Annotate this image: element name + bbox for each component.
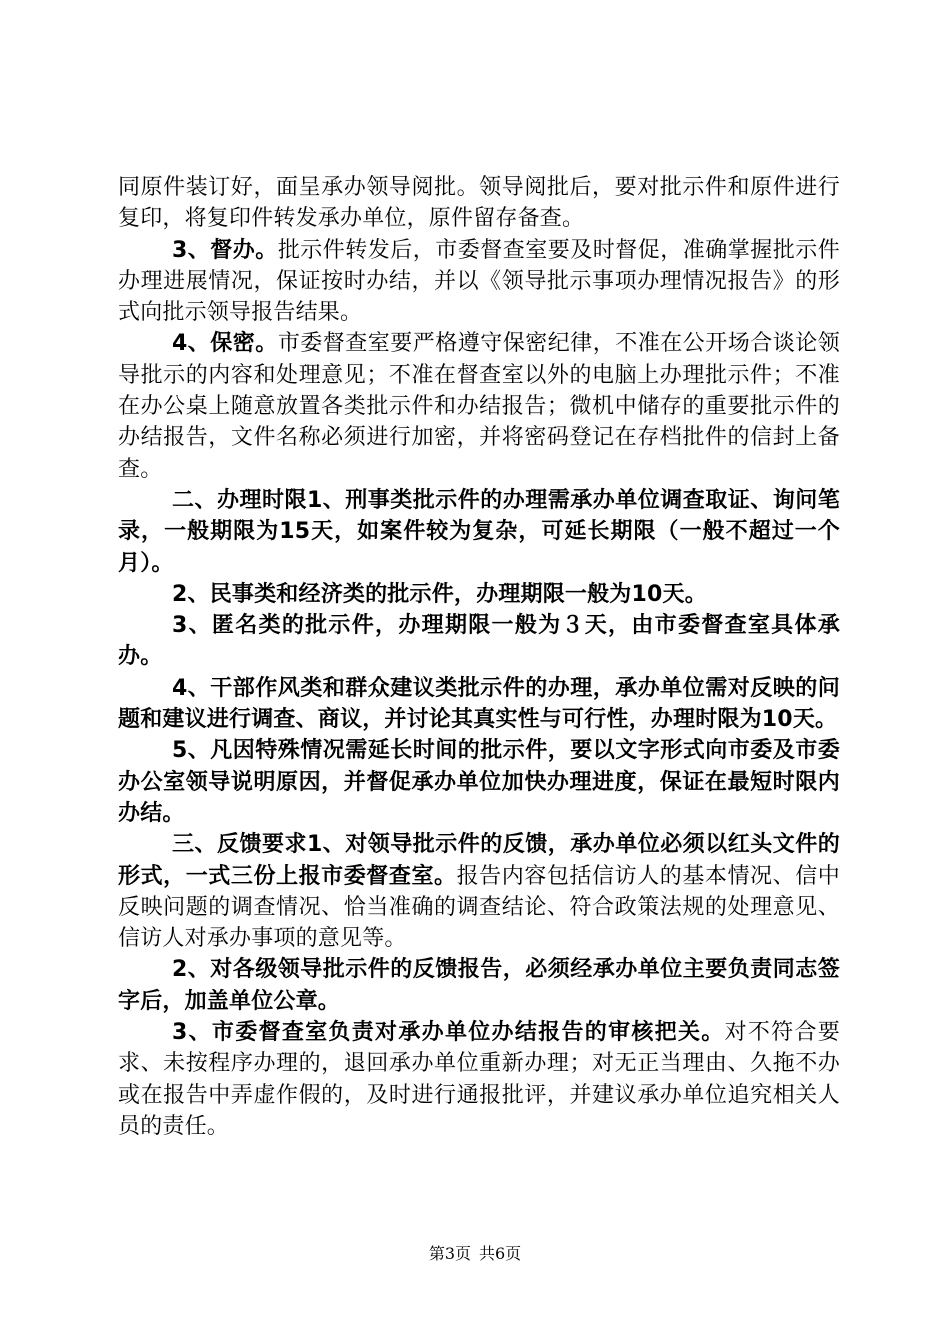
document-body (118, 172, 840, 1142)
paragraph (118, 235, 840, 329)
bold-text-run: 2、民事类和经济类的批示件，办理期限一般为10天。 (172, 581, 707, 607)
bold-text-run: 3、督办。 (172, 237, 278, 263)
paragraph (118, 172, 840, 235)
paragraph (118, 579, 840, 610)
text-run: 报告内容包括信访人的基本情况、信中反映问题的调查情况、恰当准确的调查结论、符合政策法规的处理意见、信访人对承办事项的意见等。 (118, 863, 840, 952)
bold-text-run: 4、干部作风类和群众建议类批示件的办理，承办单位需对反映的问题和建议进行调查、商议，并讨论其真实性与可行性，办理时限为10天。 (118, 675, 840, 733)
paragraph (118, 673, 840, 736)
bold-text-run: 三、反馈要求1、对领导批示件的反馈，承办单位必须以红头文件的形式，一式三份上报市委督查室。 (118, 832, 840, 889)
page-footer (0, 1244, 950, 1264)
bold-text-run: 3、匿名类的批示件，办理期限一般为３天，由市委督查室具体承办。 (118, 613, 840, 670)
paragraph (118, 610, 840, 673)
page-number: 第3页 (428, 1244, 471, 1263)
paragraph (118, 954, 840, 1017)
bold-text-run: 5、凡因特殊情况需延长时间的批示件，要以文字形式向市委及市委办公室领导说明原因，并督促承办单位加快办理进度，保证在最短时限内办结。 (118, 738, 840, 826)
text-run: 市委督查室要严格遵守保密纪律，不准在公开场合谈论领导批示的内容和处理意见；不准在督查室以外的电脑上办理批示件；不准在办公桌上随意放置各类批示件和办结报告；微机中储存的重要批示件的办结报告，文件名称必须进行加密，并将密码登记在存档批件的信封上备查。 (118, 331, 840, 482)
text-run: 对不符合要求、未按程序办理的，退回承办单位重新办理；对无正当理由、久拖不办或在报告中弄虚作假的，及时进行通报批评，并建议承办单位追究相关人员的责任。 (118, 1020, 840, 1139)
paragraph (118, 735, 840, 829)
bold-text-run: 二、办理时限1、刑事类批示件的办理需承办单位调查取证、询问笔录，一般期限为15天，如案件较为复杂，可延长期限（一般不超过一个月）。 (118, 487, 840, 576)
page-total: 共6页 (479, 1244, 522, 1263)
bold-text-run: 4、保密。 (172, 331, 278, 357)
paragraph (118, 829, 840, 954)
paragraph (118, 1017, 840, 1142)
bold-text-run: 2、对各级领导批示件的反馈报告，必须经承办单位主要负责同志签字后，加盖单位公章。 (118, 957, 840, 1014)
paragraph (118, 328, 840, 484)
text-run: 批示件转发后，市委督查室要及时督促，准确掌握批示件办理进展情况，保证按时办结，并以《领导批示事项办理情况报告》的形式向批示领导报告结果。 (118, 237, 840, 326)
paragraph (118, 485, 840, 579)
text-run: 同原件装订好，面呈承办领导阅批。领导阅批后，要对批示件和原件进行复印，将复印件转发承办单位，原件留存备查。 (118, 175, 840, 232)
bold-text-run: 3、市委督查室负责对承办单位办结报告的审核把关。 (172, 1020, 725, 1046)
